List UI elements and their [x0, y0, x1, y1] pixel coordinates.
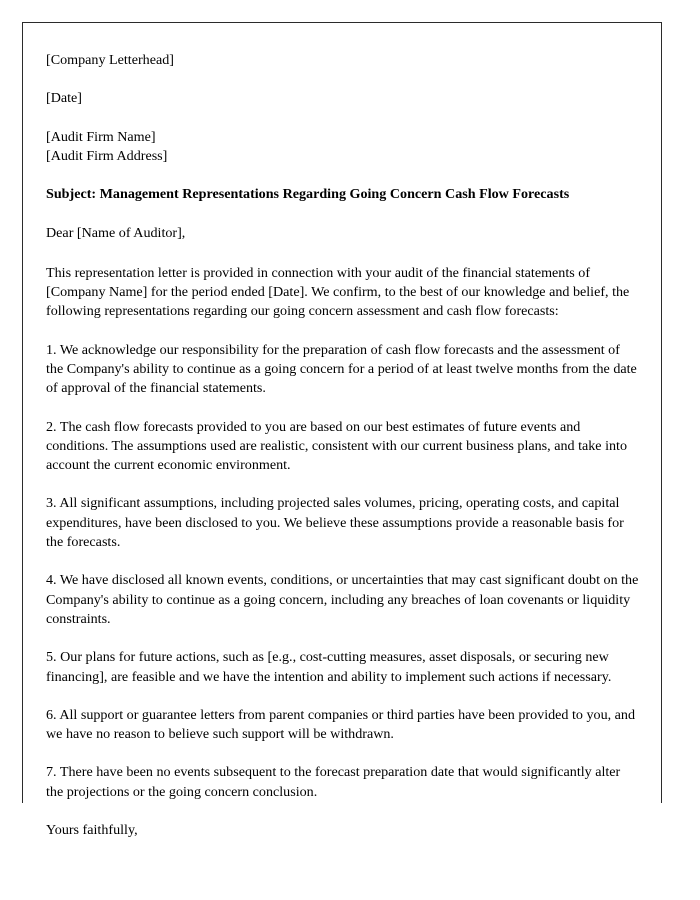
document-page: [22, 22, 662, 839]
date-placeholder: [Date]: [46, 90, 82, 107]
company-letterhead-placeholder: [Company Letterhead]: [46, 52, 174, 68]
recipient-block: [46, 128, 640, 167]
intro-paragraph: This representation letter is provided in connection with your audit of the financial statements of [Company Name] for the period ended [Date]. We confirm, to the best of our knowledge and belief, the following representations regarding our going concern assessment and cash flow forecasts:: [46, 264, 630, 320]
representation-item: 6. All support or guarantee letters from parent companies or third parties have been provided to you, and we have no reason to believe such support will be withdrawn.: [46, 706, 636, 743]
representation-item: 7. There have been no events subsequent to the forecast preparation date that would significantly alter the projections or the going concern conclusion.: [46, 764, 621, 800]
salutation: Dear [Name of Auditor],: [46, 225, 186, 242]
representation-item: 4. We have disclosed all known events, conditions, or uncertainties that may cast significant doubt on the Company's ability to continue as a going concern, including any breaches of loan covenants or liquidity constraints.: [46, 572, 639, 627]
representation-item: 1. We acknowledge our responsibility for the preparation of cash flow forecasts and the assessment of the Company's ability to continue as a going concern for a period of at least twelve months from the date of approval of the financial statements.: [46, 341, 637, 397]
document-body: [46, 51, 640, 839]
date-block: [46, 89, 640, 108]
audit-firm-address-placeholder: [Audit Firm Address]: [46, 147, 168, 164]
letterhead-block: [46, 51, 640, 70]
closing-line: Yours faithfully,: [46, 822, 138, 839]
representation-item: 2. The cash flow forecasts provided to you are based on our best estimates of future events and conditions. The assumptions used are realistic, consistent with our current business plans, and take into account the current economic environment.: [46, 418, 627, 474]
subject-line: Subject: Management Representations Regarding Going Concern Cash Flow Forecasts: [46, 186, 570, 203]
audit-firm-name-placeholder: [Audit Firm Name]: [46, 128, 156, 145]
representation-item: 5. Our plans for future actions, such as [e.g., cost-cutting measures, asset disposals, or securing new financing], are feasible and we have the intention and ability to implement such actions if necessary.: [46, 649, 612, 685]
representation-item: 3. All significant assumptions, including projected sales volumes, pricing, operating costs, and capital expenditures, have been disclosed to you. We believe these assumptions provide a reasonable basis for the forecasts.: [46, 495, 624, 551]
